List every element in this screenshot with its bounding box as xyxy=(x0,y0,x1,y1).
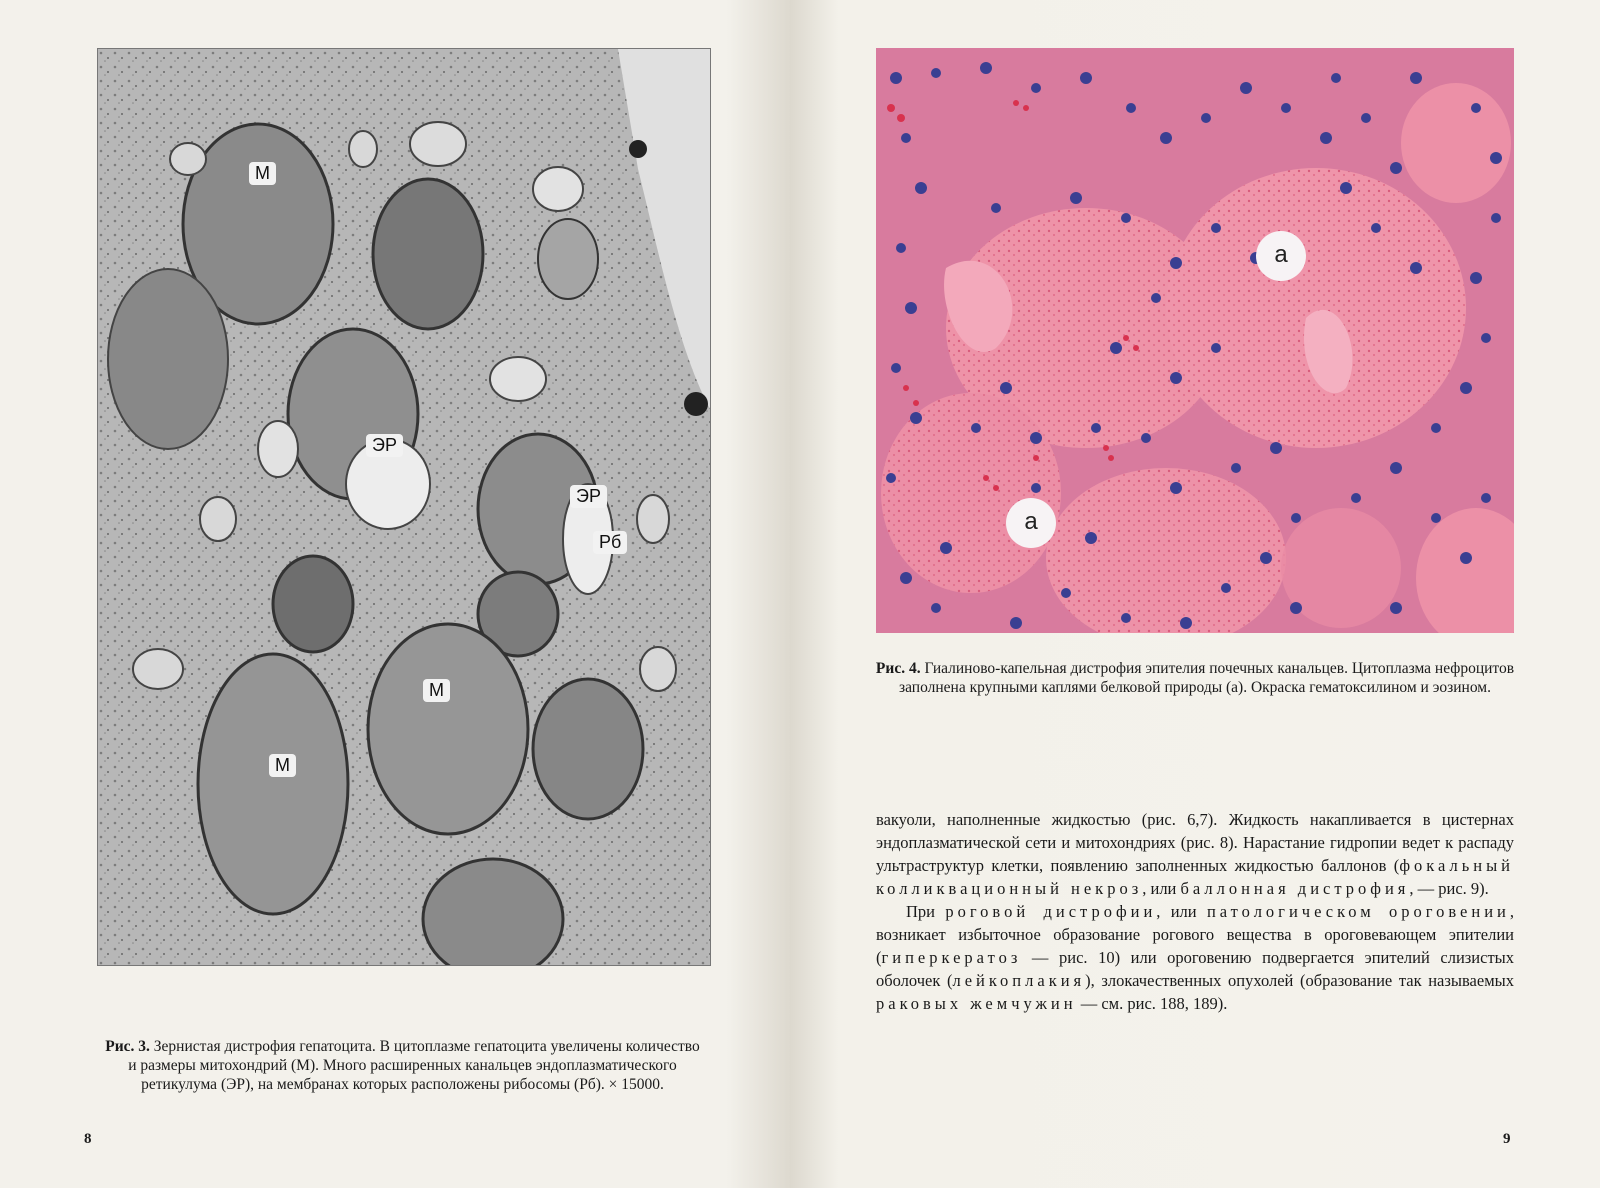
spaced-term: фокальный колликвационный некроз xyxy=(876,856,1514,898)
electron-micrograph-drawing xyxy=(98,49,710,965)
figure-4-caption-text: Гиалиново-капельная дистрофия эпителия почечных канальцев. Цитоплазма нефроцитов заполнена крупными каплями белковой природы (а). Окраска гематоксилином и эозином. xyxy=(899,660,1515,696)
electron-micrograph-figure xyxy=(97,48,711,966)
label-protein-droplets: а xyxy=(1006,498,1056,548)
text-run: , или xyxy=(1142,879,1181,898)
page-number-right: 9 xyxy=(1503,1131,1511,1147)
spaced-term: роговой дистрофии xyxy=(945,902,1157,921)
label-endoplasmic-reticulum: ЭР xyxy=(570,485,607,508)
figure-4-caption xyxy=(870,659,1520,697)
label-mitochondrion: М xyxy=(249,162,276,185)
page-number-left: 8 xyxy=(84,1131,92,1147)
paragraph xyxy=(876,808,1514,900)
text-run: ), злокачественных опухолей (образование так называемых xyxy=(1085,971,1514,990)
histology-drawing xyxy=(876,48,1514,633)
label-ribosomes: Рб xyxy=(593,531,627,554)
text-run: — рис. 10) или ороговению подвергается эпителий слизистых оболочек ( xyxy=(876,948,1514,990)
label-mitochondrion: М xyxy=(269,754,296,777)
figure-4-ref: Рис. 4. xyxy=(875,660,921,677)
text-run: , или xyxy=(1156,902,1207,921)
text-run: вакуоли, наполненные жидкостью (рис. 6,7). Жидкость накапливается в цистернах эндоплазматической сети и митохондриях (рис. 8). Нарастание гидропии ведет к распаду ультраструктур клетки, появлению заполненных жидкостью баллонов ( xyxy=(876,810,1514,875)
spaced-term: лейкоплакия xyxy=(952,971,1086,990)
text-run: , возникает избыточное образование рогового вещества в ороговевающем эпителии ( xyxy=(876,902,1514,967)
figure-3-ref: Рис. 3. xyxy=(105,1038,150,1055)
text-run: , — рис. 9). xyxy=(1409,879,1489,898)
spaced-term: раковых жемчужин xyxy=(876,994,1077,1013)
figure-3-caption xyxy=(100,1037,705,1094)
paragraph xyxy=(876,900,1514,1015)
text-run: При xyxy=(906,902,946,921)
label-mitochondrion: М xyxy=(423,679,450,702)
histology-figure xyxy=(876,48,1514,633)
label-protein-droplets: а xyxy=(1256,231,1306,281)
body-text xyxy=(876,808,1514,1015)
label-endoplasmic-reticulum: ЭР xyxy=(366,434,403,457)
spaced-term: гиперкератоз xyxy=(881,948,1022,967)
text-run: — см. рис. 188, 189). xyxy=(1076,994,1228,1013)
spaced-term: патологическом ороговении xyxy=(1206,902,1510,921)
spaced-term: баллонная дистрофия xyxy=(1180,879,1410,898)
figure-3-caption-text: Зернистая дистрофия гепатоцита. В цитоплазме гепатоцита увеличены количество и размеры митохондрий (М). Много расширенных канальцев эндоплазматического ретикулума (ЭР), на мембранах которых расположены рибосомы (Рб). × 15000. xyxy=(128,1038,700,1093)
